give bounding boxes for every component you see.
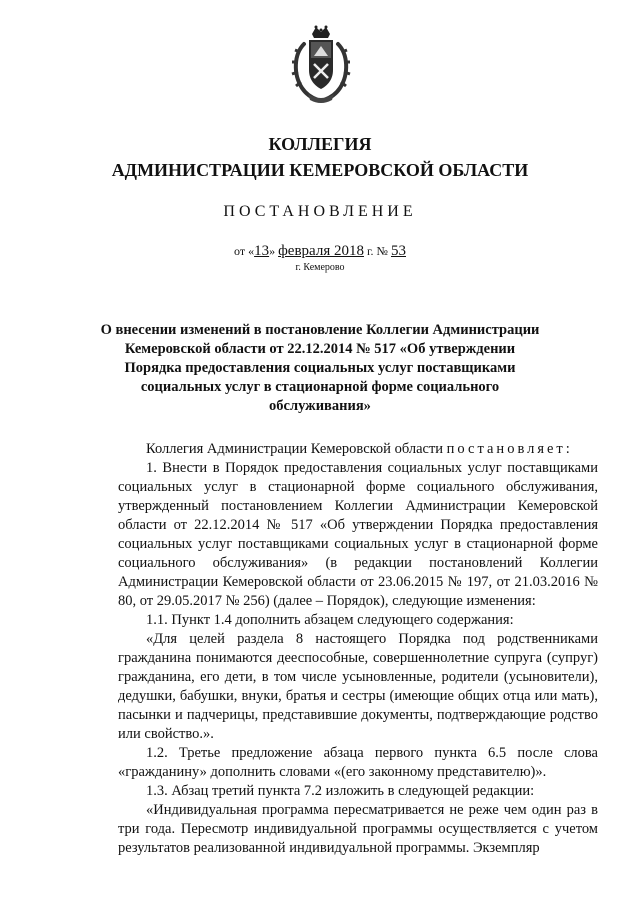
organization-line-1: КОЛЛЕГИЯ	[268, 134, 372, 154]
date-year-suffix: г.	[366, 244, 374, 258]
document-body	[118, 440, 598, 858]
paragraph-1-3: 1.3. Абзац третий пункта 7.2 изложить в следующей редакции:	[146, 783, 535, 799]
intro-paragraph	[118, 440, 598, 459]
paragraph-1-1: 1.1. Пункт 1.4 дополнить абзацем следующего содержания:	[146, 612, 514, 628]
date-day: 13	[254, 243, 270, 259]
coat-of-arms-icon	[290, 24, 352, 106]
document-type: ПОСТАНОВЛЕНИЕ	[223, 203, 417, 220]
document-title: О внесении изменений в постановление Коллегии Администрации Кемеровской области от 22.12.2014 № 517 «Об утверждении Порядка предоставления социальных услуг поставщиками социальных услуг в стационарной форме социального обслуживания»	[100, 322, 540, 414]
paragraph-1-1-text: «Для целей раздела 8 настоящего Порядка под родственниками гражданина понимаются дееспособные, совершеннолетние супруга (супруг) гражданина, его дети, в том числе усыновленные, родители (усыновители), дедушки, бабушки, внуки, братья и сестры (имеющие общих отца или мать), пасынки и падчерицы, представившие документы, подтверждающие родство или свойство.».	[118, 631, 598, 742]
paragraph-1: 1. Внести в Порядок предоставления социальных услуг поставщиками социальных услуг в стационарной форме социального обслуживания, утвержденный постановлением Коллегии Администрации Кемеровской области от 22.12.2014 № 517 «Об утверждении Порядка предоставления социальных услуг поставщиками социальных услуг в стационарной форме социального обслуживания» (в редакции постановлений Коллегии Администрации Кемеровской области от 23.06.2015 № 197, от 21.03.2016 № 80, от 29.05.2017 № 256) (далее – Порядок), следующие изменения:	[118, 460, 598, 609]
number-label: №	[376, 244, 388, 258]
organization-line-2: АДМИНИСТРАЦИИ КЕМЕРОВСКОЙ ОБЛАСТИ	[111, 160, 529, 180]
document-number: 53	[391, 243, 406, 259]
paragraph-1-2: 1.2. Третье предложение абзаца первого пункта 6.5 после слова «гражданину» дополнить словами «(его законному представителю)».	[118, 745, 598, 780]
paragraph-1-3-text: «Индивидуальная программа пересматривается не реже чем один раз в три года. Пересмотр индивидуальной программы осуществляется с учетом результатов реализованной индивидуальной программы. Экземпляр	[118, 802, 598, 856]
date-line	[0, 243, 640, 260]
date-mid: »	[269, 244, 276, 258]
date-month-year: февраля 2018	[278, 243, 364, 259]
intro-prefix: Коллегия Администрации Кемеровской области	[146, 441, 447, 457]
intro-spaced: постановляет:	[446, 441, 573, 457]
city: г. Кемерово	[295, 262, 345, 273]
date-prefix: от «	[233, 244, 255, 258]
